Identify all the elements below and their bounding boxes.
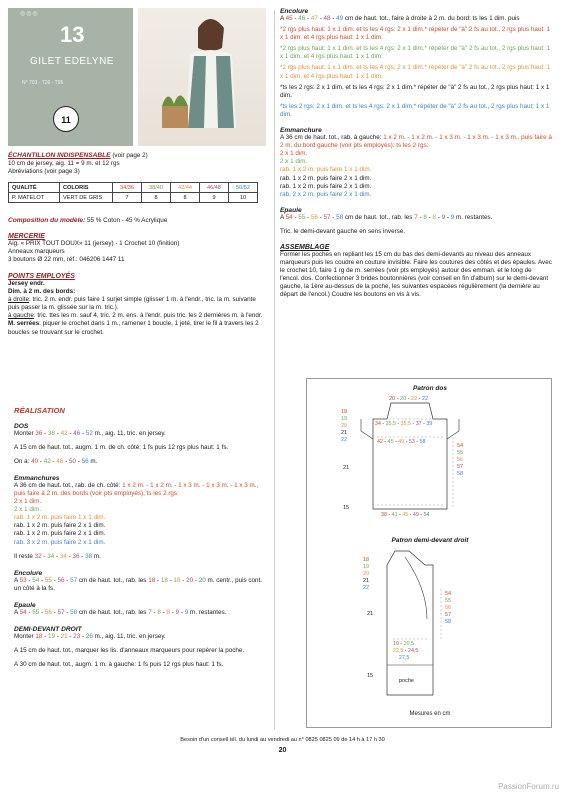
dim-value: 45 — [387, 439, 394, 445]
r-emm-line: rab. 2 x 2 m. puis faire 2 x 1 dim. — [280, 190, 372, 198]
size-value: 7 — [414, 213, 418, 221]
dim-value: 54 — [423, 512, 430, 518]
enc-mid: cm de haut. tot., rab. les — [77, 576, 149, 584]
ball-count: 9 — [200, 193, 229, 203]
dim-value: 42 — [377, 439, 383, 445]
dim-value: 58 — [419, 439, 426, 445]
ball-count: 7 — [113, 193, 142, 203]
size-value: 58 — [336, 213, 344, 221]
size-value: 8 — [166, 608, 170, 616]
size-value: 52 — [85, 429, 93, 437]
ep-pre: A — [14, 608, 20, 616]
dim-value: 22 — [422, 396, 429, 402]
ep-post: m. restantes. — [188, 608, 227, 616]
dim-value: 54 — [445, 591, 452, 597]
dim-value: 20 — [363, 571, 370, 577]
emm-line: rab. 1 x 2 m. puis faire 1 x 1 dim. — [14, 514, 106, 522]
dim-value: 20 — [400, 396, 407, 402]
size-value: 9 — [175, 608, 180, 616]
points-section — [8, 273, 268, 337]
points-gauche-text: : tric. ttes les m. sauf 4, tric. 2 m. ens. à l'endr. puis tric. les 2 dernières m. à l'endr. — [33, 312, 263, 320]
realisation-title: RÉALISATION — [14, 405, 65, 415]
size-value: 57 — [57, 608, 65, 616]
dd-post: m., aig. 11, tric. en jersey. — [92, 633, 166, 640]
r-emm-line: 2 x 1 dim. — [280, 150, 308, 158]
size-value: 9 — [184, 608, 189, 616]
r-ep-title: Epaule — [280, 206, 302, 214]
echantillon-line1: 10 cm de jersey, aig. 11 = 9 m. et 12 rgs — [8, 160, 120, 168]
enc-post: m. centr., puis cont. un côté à la fs. — [14, 576, 263, 592]
size-value: 19 — [47, 633, 55, 640]
size-value: 58 — [70, 608, 78, 616]
size-value: 42 — [43, 457, 51, 465]
size-value: 54 — [285, 213, 293, 221]
dim-value: 54 — [457, 443, 464, 449]
dim-value: 38 — [381, 512, 387, 518]
size-value: 48 — [323, 15, 331, 22]
row-quality: P. MATELOT — [9, 193, 60, 203]
front-21: 21 — [367, 611, 374, 617]
echantillon-suffix: (voir page 2) — [110, 152, 148, 159]
size-value: 20 — [198, 576, 206, 584]
r-enc-line: *2 rgs plus haut: 1 x 1 dim. et ts les 4 rgs: 2 x 1 dim.* répéter de "à" 2 fs au tot., 2 rgs plus haut: 1 x 1 dim. et 4 rgs plus haut: 1 x 1 dim. — [280, 45, 551, 61]
r-enc-line: *2 rgs plus haut: 1 x 1 dim. et ts les 4 rgs: 2 x 1 dim.* répéter de "à" 2 fs au tot., 2 rgs plus haut: 1 x 1 dim. et 4 rgs plus haut: 1 x 1 dim. — [280, 26, 551, 42]
dim-value: 20 — [341, 423, 348, 429]
size-value: 34 — [47, 552, 55, 560]
front-left-dims — [363, 557, 369, 592]
size-value: 57 — [323, 213, 331, 221]
ep-title: Epaule — [14, 601, 36, 609]
needle-size-icon: 11 — [53, 106, 79, 132]
column-divider — [274, 10, 275, 730]
size-value: 56 — [310, 213, 318, 221]
size-value: 56 — [81, 457, 89, 465]
points-mserrees-label: M. serrées — [8, 320, 40, 328]
size-col: 50/52 — [229, 183, 258, 193]
dos-l1-pre: Monter — [14, 429, 36, 437]
emm-seq: 1 x 2 m. - 1 x 2 m. - 1 x 3 m. - 1 x 3 m. - 1 x 3 m., puis faire à 2 m. des bords (voir pts employés), ts les 2 rgs: — [14, 481, 259, 497]
dim-value: 56 — [445, 605, 452, 611]
ass-text: Former les poches en repliant les 15 cm du bas des demi-devants au niveau des anneaux marqueurs puis les coudre en couture invisible. Faire les coutures des côtés et des épaules. Avec le crochet 10, faire 1 rg de m. serrées (voir pts employés) autour des emman. et le long de l'encol. dos. Confectionner 3 brides boutonnières (voir conseil en fin d'album) sur le demi-devant gauche, la 1ère au-dessus de la poche, les suivantes espacées régulièrement (la dernière au départ de l'encol.) Coudre les boutons en vis à vis. — [280, 250, 552, 299]
mercerie-section — [8, 233, 268, 264]
dim-value: 55 — [445, 598, 452, 604]
size-value: 32 — [34, 552, 42, 560]
size-value: 45 — [285, 15, 293, 22]
size-value: 18 — [148, 576, 156, 584]
model-photo-illustration — [138, 8, 266, 146]
dos-armhole-right — [447, 419, 459, 439]
mercerie-line: 3 boutons Ø 22 mm, réf.: 046206 1447 11 — [8, 256, 125, 264]
mesures-label: Mesures en cm — [409, 711, 451, 717]
front-15: 15 — [367, 673, 374, 679]
size-value: 8 — [157, 608, 161, 616]
r-emm-line: rab. 1 x 2 m. puis faire 1 x 1 dim. — [280, 166, 372, 174]
dd-pre: Monter — [14, 633, 36, 640]
size-value: 34 — [59, 552, 67, 560]
size-value: 18 — [160, 576, 168, 584]
emm-line: 2 x 1 dim. — [14, 498, 42, 506]
r-enc-line: *ts les 2 rgs: 2 x 1 dim. et ts les 4 rgs: 2 x 1 dim.* répéter de "à" 2 fs au tot., 2 rgs plus haut: 1 x 1 dim. — [280, 102, 550, 118]
points-bords: Dim. à 2 m. des bords: — [8, 288, 76, 296]
dim-value: 39 — [426, 421, 433, 427]
model-header — [8, 8, 133, 146]
size-value: 38 — [85, 552, 93, 560]
dim-value: 57 — [457, 464, 464, 470]
dim-value: 35,5 — [400, 421, 411, 427]
size-value: 9 — [450, 213, 455, 221]
r-enc-pre: A — [280, 15, 286, 22]
dim-value: 41 — [391, 512, 398, 518]
size-value: 26 — [85, 633, 93, 640]
r-emm-line: rab. 1 x 2 m. puis faire 2 x 1 dim. — [280, 182, 372, 190]
size-value: 54 — [32, 576, 40, 584]
model-ref: N° 703 - T26 - T95 — [22, 80, 64, 86]
reste-pre: Il reste — [14, 552, 35, 560]
r-emm-l1: A 36 cm de haut. tot., rab. à gauche: — [280, 134, 384, 142]
size-value: 56 — [57, 576, 65, 584]
col-quality: QUALITÉ — [9, 183, 60, 193]
front-right-dims — [445, 591, 451, 626]
r-enc-line: *ts les 2 rgs: 2 x 1 dim. et ts les 4 rgs: 2 x 1 dim.* répéter de "à" 2 fs au tot., 2 rgs plus haut: 1 x 1 dim. — [280, 83, 550, 99]
size-value: 20 — [186, 576, 194, 584]
size-value: 46 — [56, 457, 64, 465]
emm-line: rab. 1 x 2 m. puis faire 2 x 1 dim. — [14, 522, 106, 530]
dos-left-dims — [341, 409, 347, 444]
dos-bottom-dims: 38 - 41 - 45 - 49 - 54 — [381, 512, 430, 518]
r-tric: Tric. le demi-devant gauche en sens inverse. — [280, 227, 406, 235]
dim-value: 45 — [402, 512, 409, 518]
ball-count: 8 — [171, 193, 200, 203]
size-value: 18 — [35, 633, 43, 640]
realisation-section: RÉALISATION DOS Monter 36 - 38 - 42 - 46 - 52 m., aig. 11, tric. en jersey. A 15 cm de haut. tot., augm. 1 m. de ch. côté: 1 fs puis 12 rgs plus haut: 1 fs. On a: 40 - 42 - 46 - 50 - 56 m. Emmanchures A 36 cm de haut. tot., rab. de ch. côté: 1 x 2 m. - 1 x 2 m. - 1 x 3 m. - 1 x 3 m. - 1 x 3 m., puis faire à 2 m. des bords (voir pts employés), ts les 2 rgs: 2 x 1 dim. 2 x 1 dim. rab. 1 x 2 m. puis faire 1 x 1 dim. rab. 1 x 2 m. puis faire 2 x 1 dim. rab. 1 x 2 m. puis faire 2 x 1 dim. rab. 3 x 2 m. puis faire 2 x 1 dim. Il reste 32 - 34 - 34 - 36 - 38 m. Encolure A 53 - 54 - 55 - 56 - 57 cm de haut. tot., rab. les 18 - 18 - 18 - 20 - 20 m. centr., puis cont. un côté à la fs. Epaule A 54 - 55 - 56 - 57 - 58 cm de haut. tot., rab. les 7 - 8 - 8 - 9 - 9 m. restantes. DEMI-DEVANT DROIT Monter 18 - 19 - 21 - 23 - 26 m., aig. 11, tric. en jersey. A 15 cm de haut. tot., marquer les lis. d'anneaux marqueurs pour repérer la poche. A 30 cm de haut. tot., augm. 1 m. à gauche: 1 fs puis 12 rgs plus haut: 1 fs. — [14, 398, 268, 669]
size-value: 54 — [19, 608, 27, 616]
reste-post: m. — [92, 552, 101, 560]
r-enc-line: *2 rgs plus haut: 1 x 1 dim. et ts les 4 rgs: 2 x 1 dim.* répéter de "à" 2 fs au tot., 2 rgs plus haut: 1 x 1 dim. et 4 rgs plus haut: 1 x 1 dim. — [280, 64, 551, 80]
emm-line: 2 x 1 dim. — [14, 506, 42, 514]
size-value: 55 — [44, 576, 52, 584]
row-color: VERT DE GRIS — [60, 193, 113, 203]
dim-value: 34 — [375, 421, 381, 427]
size-value: 56 — [44, 608, 52, 616]
size-value: 53 — [19, 576, 27, 584]
dim-value: 57 — [445, 612, 452, 618]
mercerie-line: Anneaux marqueurs — [8, 248, 65, 256]
dim-value: 18 — [363, 557, 370, 563]
points-mserrees-text: : piquer le crochet dans 1 m., ramener 1 boucle, 1 jeté, tirer le fil à travers les 2 boucles se trouvant sur le crochet. — [8, 320, 259, 336]
dos-pattern-title: Patron dos — [413, 385, 447, 392]
dim-value: 22 — [411, 396, 418, 402]
mercerie-line: Aig. « PRIX TOUT DOUX» 11 (jersey) - 1 Crochet 10 (finition) — [8, 240, 180, 247]
model-title: GILET EDELYNE — [30, 56, 114, 67]
front-outline — [387, 551, 433, 695]
size-col: 46/48 — [200, 183, 229, 193]
dim-value: 20 — [389, 396, 396, 402]
dim-value: 55 — [457, 450, 464, 456]
dim-value: 22 — [363, 585, 370, 591]
size-col: 34/36 — [113, 183, 142, 193]
dim-value: 24,5 — [408, 648, 419, 654]
size-value: 57 — [70, 576, 78, 584]
dd-l3: A 30 cm de haut. tot., augm. 1 m. à gauche: 1 fs puis 12 rgs plus haut: 1 fs. — [14, 661, 224, 669]
composition-value: 55 % Coton - 45 % Acrylique — [85, 217, 168, 224]
echantillon-title: ÉCHANTILLON INDISPENSABLE — [8, 152, 111, 159]
dos-15: 15 — [343, 505, 350, 511]
points-droite-label: à droite — [8, 296, 30, 304]
dos-top-dims: 20 - 20 - 22 - 22 — [389, 396, 429, 402]
yarn-icons: ◎◎◎ — [20, 11, 39, 17]
echantillon-line2: Abréviations (voir page 3) — [8, 168, 80, 176]
r-ep-post: m. restantes. — [454, 213, 493, 221]
composition-label: Composition du modèle: — [8, 217, 86, 224]
col-colors: COLORIS — [60, 183, 113, 193]
dos-mid2-dims: 42 - 45 - 49 - 53 - 58 — [377, 439, 426, 445]
dim-value: 49 — [412, 512, 419, 518]
dim-value: 21 — [341, 430, 348, 436]
footer-conseil: Besoin d'un conseil tél. du lundi au vendredi au n° 0825 0825 09 de 14 h à 17 h 30 — [180, 737, 385, 743]
dd-l2: A 15 cm de haut. tot., marquer les lis. d'anneaux marqueurs pour repérer la poche. — [14, 647, 245, 655]
size-value: 46 — [298, 15, 306, 22]
size-value: 23 — [73, 633, 81, 640]
size-value: 9 — [441, 213, 446, 221]
right-column: Encolure A 45 - 46 - 47 - 48 - 49 cm de haut. tot., faire à droite à 2 m. du bord: ts les 1 dim. puis *2 rgs plus haut: 1 x 1 dim. et ts les 4 rgs: 2 x 1 dim.* répéter de "à" 2 fs au tot., 2 rgs plus haut: 1 x 1 dim. et 4 rgs plus haut: 1 x 1 dim. *2 rgs plus haut: 1 x 1 dim. et ts les 4 rgs: 2 x 1 dim.* répéter de "à" 2 fs au tot., 2 rgs plus haut: 1 x 1 dim. et 4 rgs plus haut: 1 x 1 dim. *2 rgs plus haut: 1 x 1 dim. et ts les 4 rgs: 2 x 1 dim.* répéter de "à" 2 fs au tot., 2 rgs plus haut: 1 x 1 dim. et 4 rgs plus haut: 1 x 1 dim. *ts les 2 rgs: 2 x 1 dim. et ts les 4 rgs: 2 x 1 dim.* répéter de "à" 2 fs au tot., 2 rgs plus haut: 1 x 1 dim. *ts les 2 rgs: 2 x 1 dim. et ts les 4 rgs: 2 x 1 dim.* répéter de "à" 2 fs au tot., 2 rgs plus haut: 1 x 1 dim. Emmanchure A 36 cm de haut. tot., rab. à gauche: 1 x 2 m. - 1 x 2 m. - 1 x 3 m. - 1 x 3 m. - 1 x 3 m., puis faire à 2 m. du bord gauche (voir pts employés): ts les 2 rgs: 2 x 1 dim. 2 x 1 dim. rab. 1 x 2 m. puis faire 1 x 1 dim. rab. 1 x 2 m. puis faire 2 x 1 dim. rab. 1 x 2 m. puis faire 2 x 1 dim. rab. 2 x 2 m. puis faire 2 x 1 dim. Epaule A 54 - 55 - 56 - 57 - 58 cm de haut. tot., rab. les 7 - 8 - 8 - 9 - 9 m. restantes. Tric. le demi-devant gauche en sens inverse. ASSEMBLAGE Former les poches en repliant les 15 cm du bas des demi-devants au niveau des anneaux marqueurs puis les coudre en couture invisible. Faire les coutures des côtés et des épaules. Avec le crochet 10, faire 1 rg de m. serrées (voir pts employés) autour des emman. et le long de l'encol. dos. Confectionner 3 brides boutonnières (voir conseil en fin d'album) sur le demi-devant gauche, la 1ère au-dessus de la poche, les suivantes espacées régulièrement (la dernière au départ de l'encol.) Coudre les boutons en vis à vis. — [280, 8, 552, 299]
size-value: 47 — [310, 15, 318, 22]
size-value: 55 — [32, 608, 40, 616]
dim-value: 58 — [445, 619, 452, 625]
size-value: 50 — [69, 457, 77, 465]
r-enc-post: cm de haut. tot., faire à droite à 2 m. du bord: ts les 1 dim. puis — [343, 15, 520, 22]
size-value: 21 — [60, 633, 68, 640]
emm-l1-pre: A 36 cm de haut. tot., rab. de ch. côté: — [14, 481, 123, 489]
dos-mid1-dims: 34 - 35,5 - 35,5 - 37 - 39 — [375, 421, 433, 427]
schema-box — [306, 378, 552, 728]
size-value: 7 — [148, 608, 152, 616]
dim-value: 19 — [341, 416, 348, 422]
size-value: 49 — [336, 15, 344, 22]
dd-title: DEMI-DEVANT DROIT — [14, 626, 82, 633]
dim-value: 20,5 — [403, 641, 414, 647]
emm-line: rab. 1 x 2 m. puis faire 2 x 1 dim. — [14, 530, 106, 538]
dos-title: DOS — [14, 422, 29, 430]
ass-title: ASSEMBLAGE — [280, 243, 330, 251]
dim-value: 21 — [363, 578, 370, 584]
emm-title: Emmanchures — [14, 474, 60, 482]
dim-value: 19 — [393, 641, 399, 647]
front-width-dims: 19 - 20,5 22,5 - 24,5 27,5 — [393, 641, 419, 661]
dim-value: 56 — [457, 457, 464, 463]
ball-count: 8 — [142, 193, 171, 203]
size-value: 36 — [72, 552, 80, 560]
r-emm-line: 2 x 1 dim. — [280, 158, 308, 166]
dim-value: 22 — [341, 437, 348, 443]
dos-l3-pre: On a: — [14, 457, 32, 465]
dim-value: 22,5 — [393, 648, 404, 654]
pocket-label: poche — [399, 678, 414, 684]
front-neckline — [405, 557, 427, 619]
points-title: POINTS EMPLOYÉS — [8, 273, 75, 280]
dim-value: 19 — [363, 564, 370, 570]
r-ep-pre: A — [280, 213, 286, 221]
size-value: 8 — [423, 213, 427, 221]
enc-title: Encolure — [14, 569, 43, 577]
dos-right-dims — [457, 443, 463, 478]
dim-value: 53 — [408, 439, 415, 445]
r-emm-title: Emmanchure — [280, 127, 322, 135]
points-gauche-label: à gauche — [8, 312, 34, 320]
points-jersey: Jersey endr. — [8, 280, 45, 287]
page-number: 20 — [278, 747, 287, 754]
dim-value: 18 — [341, 409, 348, 415]
dos-l3-post: m. — [88, 457, 98, 465]
dim-value: 27,5 — [399, 655, 410, 661]
model-photo — [138, 8, 266, 146]
size-value: 46 — [73, 429, 81, 437]
watermark: PassionForum.ru — [498, 782, 559, 791]
points-droite-text: : tric. 2 m. endr. puis faire 1 surjet simple (glisser 1 m. à l'endr., tric. la m. suivante puis passer la m. glissée sur la m. tric.). — [8, 296, 256, 312]
size-value: 42 — [60, 429, 68, 437]
dos-l1-post: m., aig. 11, tric. en jersey. — [92, 429, 166, 437]
front-pattern-title: Patron demi-devant droit — [391, 537, 469, 544]
quality-table — [8, 182, 258, 203]
mercerie-title: MERCERIE — [8, 233, 45, 240]
ball-count: 10 — [229, 193, 258, 203]
r-ep-mid: cm de haut. tot., rab. les — [343, 213, 415, 221]
dim-value: 35,5 — [385, 421, 396, 427]
ep-mid: cm de haut. tot., rab. les — [77, 608, 149, 616]
size-value: 40 — [31, 457, 39, 465]
r-emm-seq: 1 x 2 m. - 1 x 2 m. - 1 x 3 m. - 1 x 3 m. - 1 x 3 m., puis faire à 2 m. du bord gauche (voir pts employés): ts les 2 rgs: — [280, 134, 552, 150]
r-enc-title: Encolure — [280, 8, 309, 15]
dos-armhole-left — [361, 419, 373, 439]
dos-l2: A 15 cm de haut. tot., augm. 1 m. de ch. côté: 1 fs puis 12 rgs plus haut: 1 fs. — [14, 443, 229, 451]
r-emm-line: rab. 1 x 2 m. puis faire 2 x 1 dim. — [280, 174, 372, 182]
size-value: 8 — [432, 213, 436, 221]
dos-21: 21 — [343, 465, 350, 471]
size-value: 36 — [35, 429, 43, 437]
model-number: 13 — [60, 22, 85, 47]
size-col: 38/40 — [142, 183, 171, 193]
size-value: 18 — [173, 576, 181, 584]
emm-line: rab. 3 x 2 m. puis faire 2 x 1 dim. — [14, 538, 106, 546]
dim-value: 49 — [398, 439, 405, 445]
dim-value: 37 — [415, 421, 422, 427]
enc-pre: A — [14, 576, 20, 584]
size-value: 38 — [47, 429, 55, 437]
size-col: 42/44 — [171, 183, 200, 193]
dim-value: 58 — [457, 471, 464, 477]
size-value: 55 — [298, 213, 306, 221]
